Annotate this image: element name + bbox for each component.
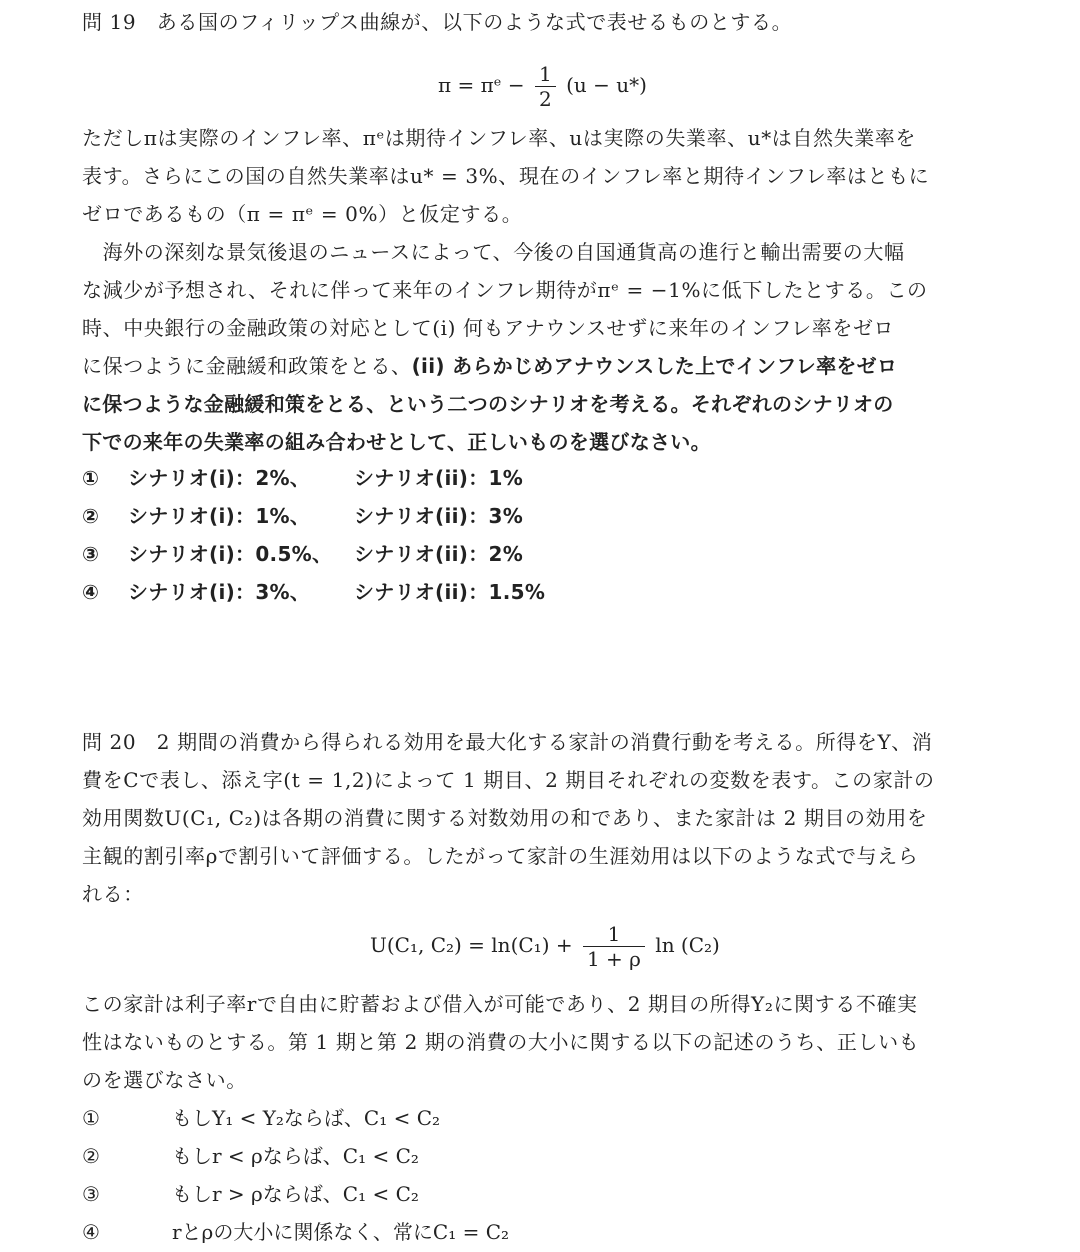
option-number: ③ bbox=[82, 542, 100, 566]
q19-text-line: ただしπは実際のインフレ率、πᵉは期待インフレ率、uは実際の失業率、u*は自然失業率を bbox=[82, 126, 916, 150]
option-scenario-ii: シナリオ(ii)：3% bbox=[354, 504, 524, 528]
q19-text-line: な減少が予想され、それに伴って来年のインフレ期待がπᵉ = −1%に低下したとする。この bbox=[82, 278, 928, 302]
q20-text-line: れる： bbox=[82, 882, 144, 906]
option-scenario-ii: シナリオ(ii)：1% bbox=[354, 466, 524, 490]
q19-text-normal: に保つように金融緩和政策をとる、 bbox=[82, 354, 412, 378]
option-text: もしY₁ < Y₂ならば、C₁ < C₂ bbox=[172, 1106, 441, 1130]
option-number: ④ bbox=[82, 1220, 100, 1244]
q20-option-3[interactable] bbox=[82, 1180, 419, 1208]
q20-text-line: 効用関数U(C₁, C₂)は各期の消費に関する対数効用の和であり、また家計は 2 期目の効用を bbox=[82, 806, 928, 830]
option-text: rとρの大小に関係なく、常にC₁ = C₂ bbox=[172, 1220, 510, 1244]
q20-text-line: 費をCで表し、添え字(t = 1,2)によって 1 期目、2 期目それぞれの変数を表す。この家計の bbox=[82, 768, 935, 792]
option-number: ② bbox=[82, 1144, 100, 1168]
q19-eq-right: (u − u*) bbox=[566, 73, 647, 97]
q20-eq-right: ln (C₂) bbox=[655, 933, 720, 957]
q19-text-line-mixed bbox=[82, 352, 897, 380]
option-number: ① bbox=[82, 1106, 100, 1130]
q19-eq-fraction bbox=[535, 62, 556, 111]
q20-text-line: 性はないものとする。第 1 期と第 2 期の消費の大小に関する以下の記述のうち、正しいも bbox=[82, 1030, 920, 1054]
option-scenario-i: シナリオ(i)：3%、 bbox=[128, 580, 311, 604]
option-scenario-i: シナリオ(i)：2%、 bbox=[128, 466, 311, 490]
option-number: ④ bbox=[82, 580, 100, 604]
q19-text-line-bold: 下での来年の失業率の組み合わせとして、正しいものを選びなさい。 bbox=[82, 430, 711, 454]
option-scenario-i: シナリオ(i)：0.5%、 bbox=[128, 542, 333, 566]
option-scenario-ii: シナリオ(ii)：1.5% bbox=[354, 580, 546, 604]
q19-option-1[interactable] bbox=[82, 464, 523, 492]
q20-option-2[interactable] bbox=[82, 1142, 419, 1170]
option-number: ① bbox=[82, 466, 100, 490]
q20-text-line: のを選びなさい。 bbox=[82, 1068, 247, 1092]
q19-text-line: 表す。さらにこの国の自然失業率はu* = 3%、現在のインフレ率と期待インフレ率はともに bbox=[82, 164, 930, 188]
q19-text-line: 時、中央銀行の金融政策の対応として(i) 何もアナウンスせずに来年のインフレ率をゼロ bbox=[82, 316, 895, 340]
option-scenario-i: シナリオ(i)：1%、 bbox=[128, 504, 311, 528]
q19-option-2[interactable] bbox=[82, 502, 523, 530]
q19-text-line: 海外の深刻な景気後退のニュースによって、今後の自国通貨高の進行と輸出需要の大幅 bbox=[82, 240, 905, 264]
q20-eq-left: U(C₁, C₂) = ln(C₁) + bbox=[370, 933, 573, 957]
q20-eq-fraction bbox=[583, 922, 645, 971]
q19-eq-num: 1 bbox=[535, 62, 556, 87]
q20-option-1[interactable] bbox=[82, 1104, 440, 1132]
q20-eq-num: 1 bbox=[583, 922, 645, 947]
q19-equation bbox=[438, 62, 647, 111]
q19-option-3[interactable] bbox=[82, 540, 523, 568]
q19-option-4[interactable] bbox=[82, 578, 545, 606]
q19-text-line-bold: に保つような金融緩和策をとる、という二つのシナリオを考える。それぞれのシナリオの bbox=[82, 392, 894, 416]
q20-equation bbox=[370, 922, 720, 971]
q19-header: 問 19 ある国のフィリップス曲線が、以下のような式で表せるものとする。 bbox=[82, 10, 793, 34]
q19-eq-left: π = πᵉ − bbox=[438, 73, 525, 97]
q19-text-bold: (ii) あらかじめアナウンスした上でインフレ率をゼロ bbox=[411, 354, 898, 378]
option-text: もしr < ρならば、C₁ < C₂ bbox=[172, 1144, 419, 1168]
q20-text-line: 問 20 2 期間の消費から得られる効用を最大化する家計の消費行動を考える。所得をY、消 bbox=[82, 730, 933, 754]
option-number: ③ bbox=[82, 1182, 100, 1206]
q20-text-line: この家計は利子率rで自由に貯蓄および借入が可能であり、2 期目の所得Y₂に関する不確実 bbox=[82, 992, 918, 1016]
q19-eq-den: 2 bbox=[538, 87, 552, 111]
q19-text-line: ゼロであるもの（π = πᵉ = 0%）と仮定する。 bbox=[82, 202, 523, 226]
q20-option-4[interactable] bbox=[82, 1218, 509, 1246]
option-scenario-ii: シナリオ(ii)：2% bbox=[354, 542, 524, 566]
q20-eq-den: 1 + ρ bbox=[586, 947, 641, 971]
q20-text-line: 主観的割引率ρで割引いて評価する。したがって家計の生涯効用は以下のような式で与えら bbox=[82, 844, 919, 868]
option-number: ② bbox=[82, 504, 100, 528]
option-text: もしr > ρならば、C₁ < C₂ bbox=[172, 1182, 419, 1206]
